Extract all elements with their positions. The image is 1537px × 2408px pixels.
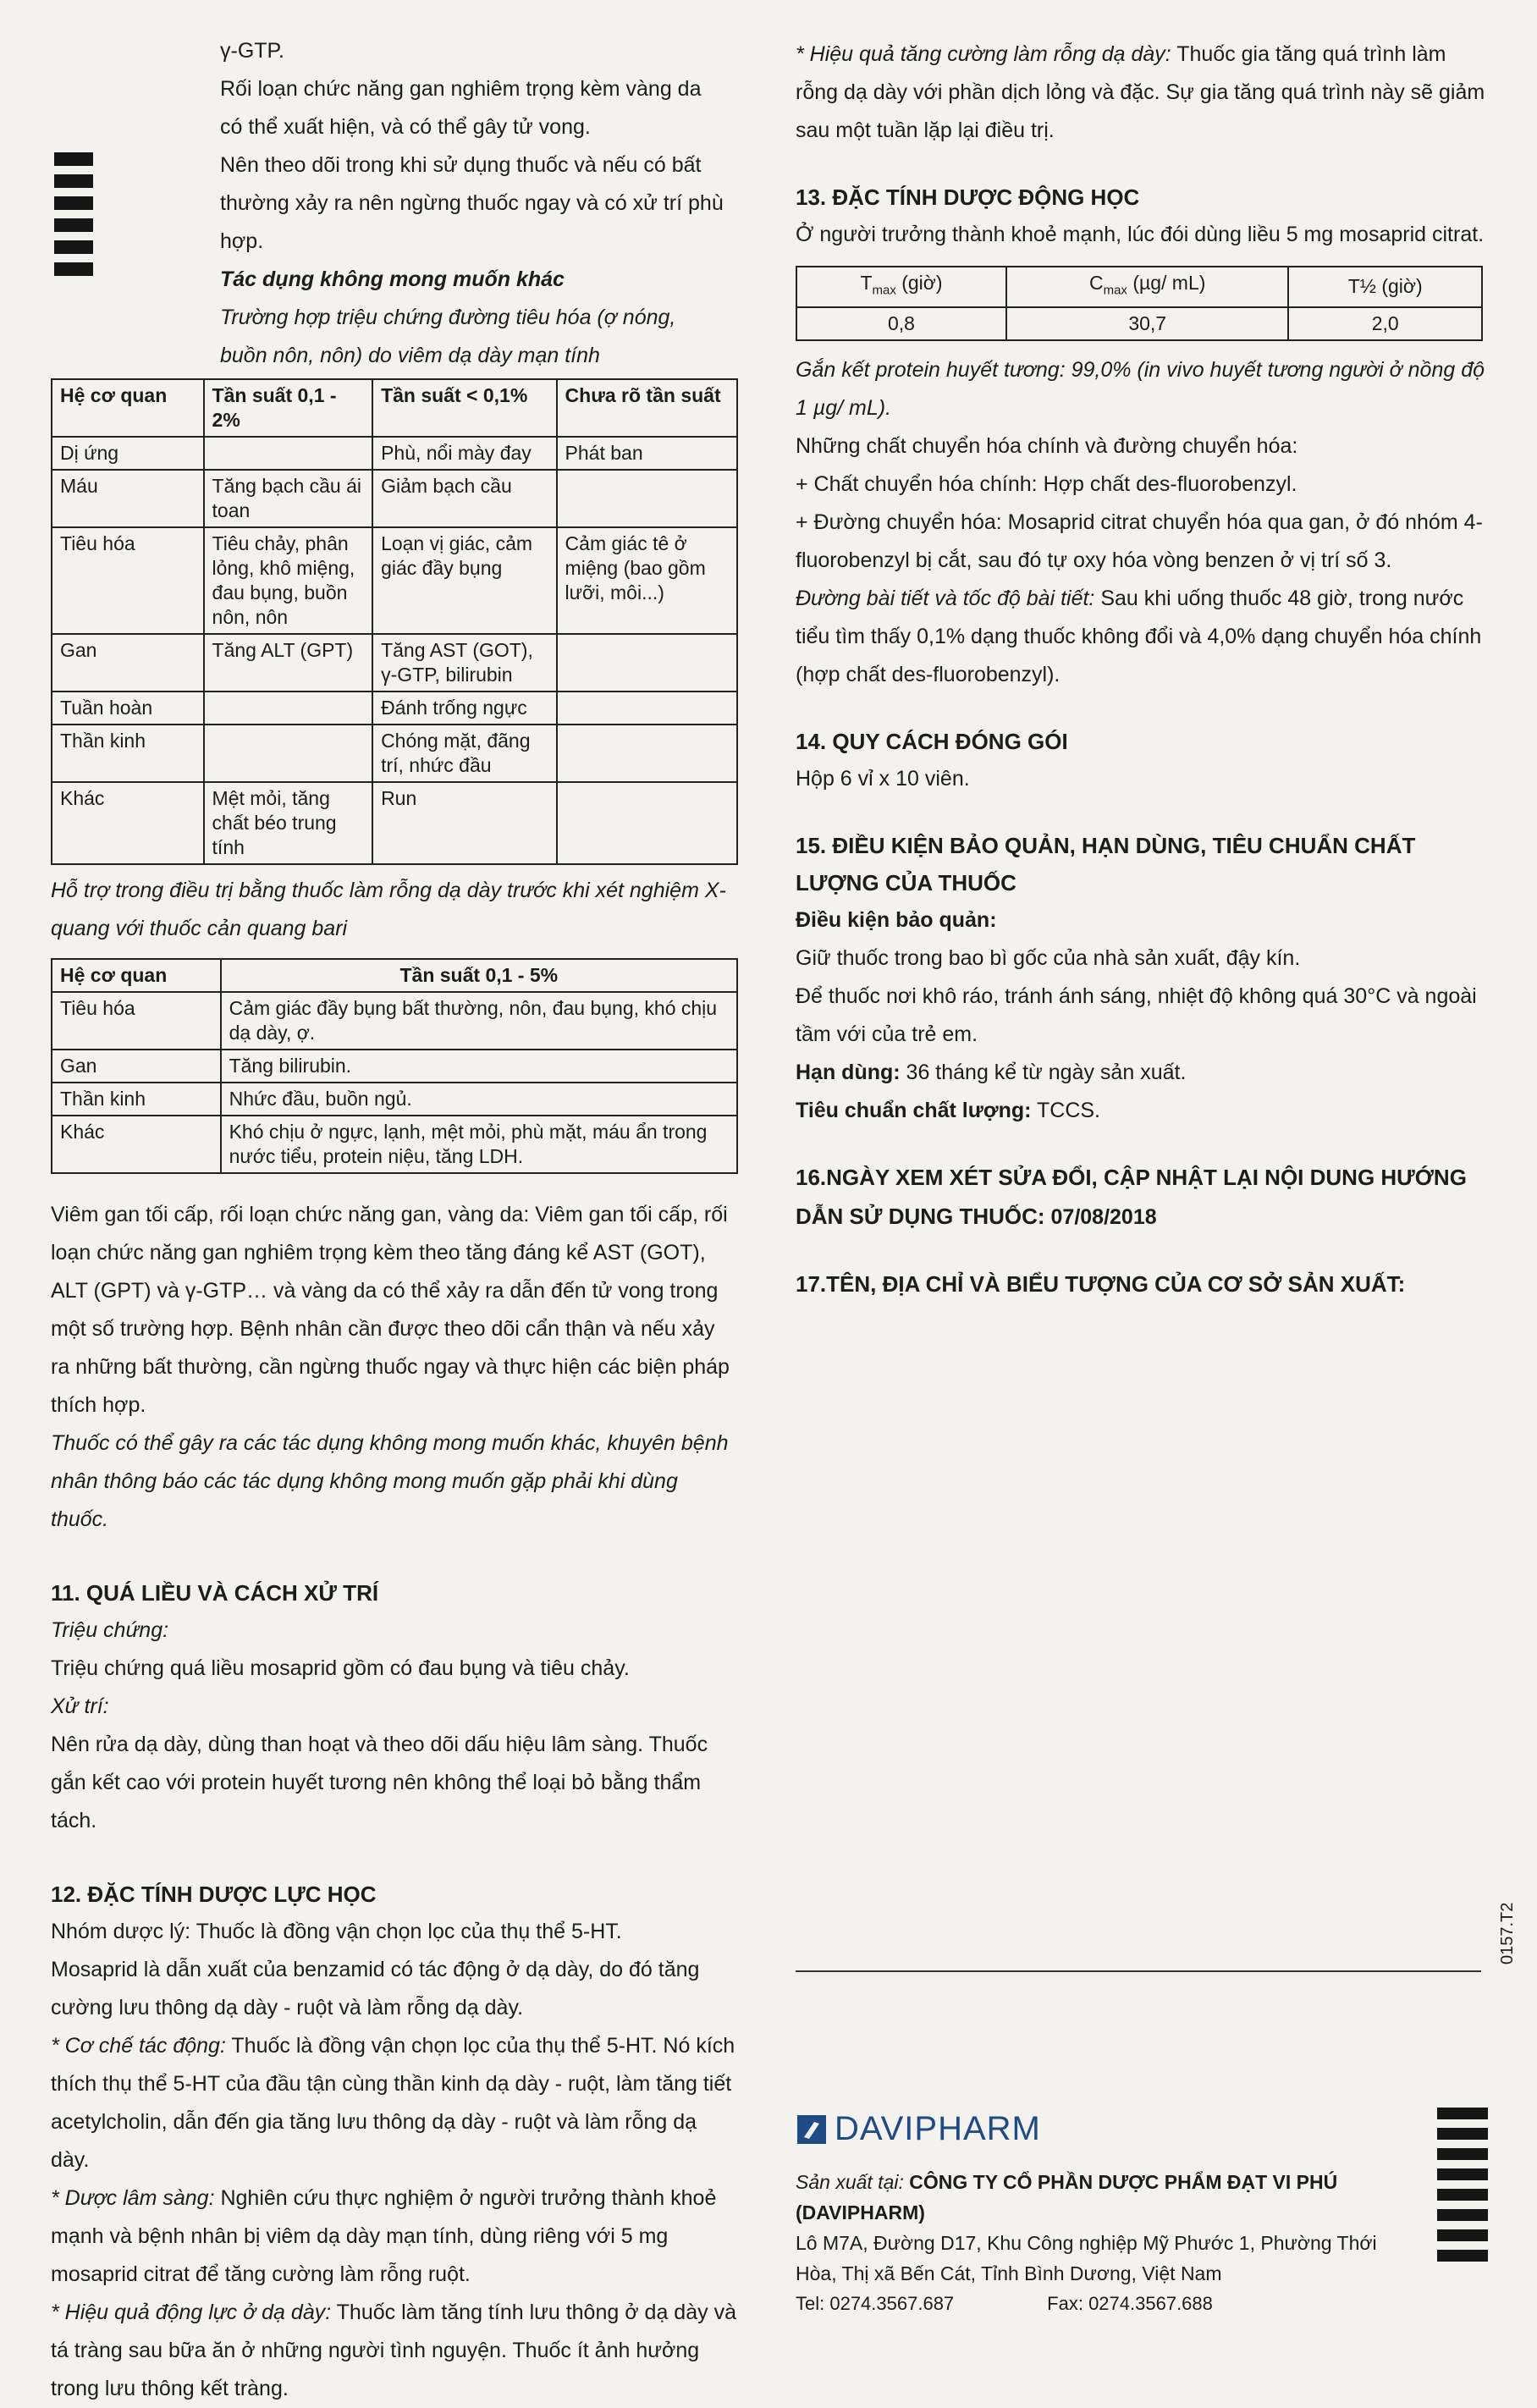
pharmacology-group: Nhóm dược lý: Thuốc là đồng vận chọn lọc của thụ thể 5-HT. [51,1920,622,1943]
storage-line-1: Giữ thuốc trong bao bì gốc của nhà sản xuất, đậy kín. [796,945,1301,970]
table-cell: Tiêu chảy, phân lỏng, khô miệng, đau bụng, buồn nôn, nôn [204,527,373,634]
packaging-text: Hộp 6 vỉ x 10 viên. [796,766,970,791]
table-row [52,470,737,527]
cmax-sub: max [1103,283,1127,298]
table-cell: Cảm giác tê ở miệng (bao gồm lưỡi, môi...) [557,527,737,634]
clinical-paragraph [51,2179,738,2294]
revision-date: 07/08/2018 [1044,1204,1157,1229]
quality-standard-label: Tiêu chuẩn chất lượng: [796,1098,1032,1122]
table-cell: 2,0 [1288,307,1482,340]
storage-label: Điều kiện bảo quản: [796,907,997,932]
emptying-label: * Hiệu quả tăng cường làm rỗng dạ dày: [796,42,1171,66]
document-code [1495,1883,1525,1968]
table-cell: Tăng AST (GOT), γ-GTP, bilirubin [372,634,556,692]
shelf-life [796,1054,1490,1092]
section-15-title: 15. ĐIỀU KIỆN BẢO QUẢN, HẠN DÙNG, TIÊU CHUẨN CHẤT LƯỢNG CỦA THUỐC [796,832,1416,895]
table-header-cell: Tần suất < 0,1% [372,379,556,437]
table-cell: Tuần hoàn [52,692,204,725]
intro-line-3: Nên theo dõi trong khi sử dụng thuốc và nếu có bất thường xảy ra nên ngừng thuốc ngay và có xử trí phù hợp. [220,153,724,253]
shelf-life-label: Hạn dùng: [796,1060,901,1084]
intro-line-2: Rối loạn chức năng gan nghiêm trọng kèm vàng da có thể xuất hiện, và có thể gây tử vong. [220,77,702,139]
table-cell: Thần kinh [52,725,204,782]
manufacturer-label: Sản xuất tại: [796,2171,904,2193]
cmax-letter: C [1088,272,1104,294]
table-cell: Chóng mặt, đãng trí, nhức đầu [372,725,556,782]
table-cell: Đánh trống ngực [372,692,556,725]
table-header-row [796,267,1482,307]
metabolism-main: + Chất chuyển hóa chính: Hợp chất des-fluorobenzyl. [796,471,1297,496]
table-cell [557,725,737,782]
symptom-text: Triệu chứng quá liều mosaprid gồm có đau bụng và tiêu chảy. [51,1656,630,1680]
quality-standard [796,1092,1490,1130]
motility-paragraph [51,2294,738,2408]
table-cell: Tăng ALT (GPT) [204,634,373,692]
tmax-unit: (giờ) [895,272,943,294]
excretion-label: Đường bài tiết và tốc độ bài tiết: [796,586,1095,610]
table-header-cell: Hệ cơ quan [52,379,204,437]
emptying-paragraph [796,36,1490,150]
table-row [52,1083,737,1116]
section-16-title: 16.NGÀY XEM XÉT SỬA ĐỔI, CẬP NHẬT LẠI NỘI DUNG HƯỚNG DẪN SỬ DỤNG THUỐC: [796,1164,1467,1229]
davipharm-logo [797,2110,1041,2148]
table-row [52,1050,737,1083]
table-row [52,437,737,470]
barium-xray-table [51,958,738,1174]
table-cell: Khó chịu ở ngực, lạnh, mệt mỏi, phù mặt, máu ẩn trong nước tiểu, protein niệu, tăng LDH. [221,1116,737,1173]
table-cell: 30,7 [1006,307,1288,340]
table-cell: Run [372,782,556,864]
table-cell: Máu [52,470,204,527]
table-cell: 0,8 [796,307,1006,340]
fax-text: Fax: 0274.3567.688 [1047,2293,1213,2314]
table-row [52,527,737,634]
table-cell [204,725,373,782]
advice-paragraph: Thuốc có thể gây ra các tác dụng không mong muốn khác, khuyên bệnh nhân thông báo các tác dụng không mong muốn gặp phải khi dùng thuốc. [51,1431,729,1531]
table-cell: Thần kinh [52,1083,221,1116]
table-cell: Tiêu hóa [52,992,221,1050]
metabolism-intro: Những chất chuyển hóa chính và đường chuyển hóa: [796,433,1298,458]
symptom-label: Triệu chứng: [51,1618,169,1642]
table-header-cell: T½ (giờ) [1288,267,1482,307]
table-cell: Mệt mỏi, tăng chất béo trung tính [204,782,373,864]
table-cell [557,692,737,725]
tmax-sub: max [872,283,896,298]
table-cell: Gan [52,1050,221,1083]
table-cell: Gan [52,634,204,692]
table-cell [204,437,373,470]
storage-line-2: Để thuốc nơi khô ráo, tránh ánh sáng, nhiệt độ không quá 30°C và ngoài tầm với của trẻ em. [796,984,1477,1046]
section-17-title: 17.TÊN, ĐỊA CHỈ VÀ BIỂU TƯỢNG CỦA CƠ SỞ SẢN XUẤT: [796,1270,1406,1297]
table-cell: Tăng bilirubin. [221,1050,737,1083]
motility-text: Thuốc làm tăng tính lưu thông ở dạ dày và tá tràng sau bữa ăn ở những người tình nguyện. Thuốc ít ảnh hưởng trong lưu thông kết tràng. [51,2301,736,2400]
mechanism-paragraph [51,2027,738,2179]
protein-binding-paragraph [796,351,1490,427]
davipharm-logo-mark-icon [797,2115,826,2144]
table-row [52,992,737,1050]
table2-caption: Hỗ trợ trong điều trị bằng thuốc làm rỗng dạ dày trước khi xét nghiệm X-quang với thuốc cản quang bari [51,879,726,940]
shelf-life-text: 36 tháng kể từ ngày sản xuất. [900,1060,1187,1084]
table-header-cell [796,267,1006,307]
pharmacology-desc: Mosaprid là dẫn xuất của benzamid có tác động ở dạ dày, do đó tăng cường lưu thông dạ dày - ruột và làm rỗng dạ dày. [51,1958,700,2020]
treatment-label: Xử trí: [51,1694,109,1718]
divider-line [796,1970,1481,1972]
table-cell: Tăng bạch cầu ái toan [204,470,373,527]
table-header-cell: Hệ cơ quan [52,959,221,992]
pk-intro: Ở người trưởng thành khoẻ mạnh, lúc đói dùng liều 5 mg mosaprid citrat. [796,223,1485,246]
table-header-cell: Tần suất 0,1 - 5% [221,959,737,992]
quality-standard-text: TCCS. [1031,1098,1100,1122]
left-column [51,0,738,2408]
clinical-label: * Dược lâm sàng: [51,2186,215,2210]
manufacturer-block [796,2167,1422,2319]
table-cell [557,782,737,864]
table-header-row [52,379,737,437]
table-cell: Phát ban [557,437,737,470]
protein-binding-text: 99,0% (in vivo huyết tương người ở nồng độ 1 µg/ mL). [796,357,1485,420]
contact-line [796,2289,1422,2319]
section-16 [796,1159,1490,1237]
table-header-row [52,959,737,992]
protein-binding-label: Gắn kết protein huyết tương: [796,357,1066,382]
cmax-unit: (µg/ mL) [1127,272,1206,294]
tmax-letter: T [860,272,873,294]
table-cell [557,634,737,692]
motility-label: * Hiệu quả động lực ở dạ dày: [51,2301,332,2324]
pharmacokinetics-table [796,266,1483,341]
hepatitis-paragraph: Viêm gan tối cấp, rối loạn chức năng gan, vàng da: Viêm gan tối cấp, rối loạn chức năng gan nghiêm trọng kèm theo tăng đáng kể AST (GOT), ALT (GPT) và γ-GTP… và vàng da có thể xảy ra dẫn đến tử vong trong một số trường hợp. Bệnh nhân cần được theo dõi cẩn thận và nếu xảy ra những bất thường, cần ngừng thuốc ngay và thực hiện các biện pháp thích hợp. [51,1203,730,1417]
adverse-caption: Trường hợp triệu chứng đường tiêu hóa (ợ nóng, buồn nôn, nôn) do viêm dạ dày mạn tính [220,306,676,367]
table-row [796,307,1482,340]
table-cell: Khác [52,1116,221,1173]
table-cell [204,692,373,725]
treatment-text: Nên rửa dạ dày, dùng than hoạt và theo dõi dấu hiệu lâm sàng. Thuốc gắn kết cao với protein huyết tương nên không thể loại bỏ bằng thẩm tách. [51,1733,708,1832]
table-header-cell [1006,267,1288,307]
tel-text: Tel: 0274.3567.687 [796,2293,955,2314]
table-cell: Cảm giác đầy bụng bất thường, nôn, đau bụng, khó chịu dạ dày, ợ. [221,992,737,1050]
section-14-title: 14. QUY CÁCH ĐÓNG GÓI [796,728,1068,754]
excretion-paragraph [796,580,1490,694]
mechanism-text: Thuốc là đồng vận chọn lọc của thụ thể 5-HT. Nó kích thích thụ thể 5-HT của đầu tận cùng thần kinh dạ dày - ruột, làm tăng tiết acetylcholin, dẫn đến gia tăng lưu thông dạ dày - ruột và làm rỗng dạ dày. [51,2034,735,2172]
table-header-cell: Tần suất 0,1 - 2% [204,379,373,437]
table-cell: Nhức đầu, buồn ngủ. [221,1083,737,1116]
table-cell: Tiêu hóa [52,527,204,634]
table-row [52,634,737,692]
barcode-bars-right [1437,2108,1488,2262]
table-row [52,692,737,725]
section-11-title: 11. QUÁ LIỀU VÀ CÁCH XỬ TRÍ [51,1580,379,1606]
adverse-heading: Tác dụng không mong muốn khác [220,267,565,291]
table-cell: Loạn vị giác, cảm giác đầy bụng [372,527,556,634]
table-cell: Khác [52,782,204,864]
table-cell: Giảm bạch cầu [372,470,556,527]
manufacturer-line [796,2167,1422,2228]
table-row [52,782,737,864]
intro-line-1: γ-GTP. [220,39,284,63]
clinical-text: Nghiên cứu thực nghiệm ở người trưởng thành khoẻ mạnh và bệnh nhân bị viêm dạ dày mạn tính, dùng riêng với 5 mg mosaprid citrat để tăng cường làm rỗng ruột. [51,2186,717,2286]
section-12-title: 12. ĐẶC TÍNH DƯỢC LỰC HỌC [51,1882,377,1907]
table-row [52,1116,737,1173]
table-cell [557,470,737,527]
document-code-text: 0157.T2 [1498,1902,1517,1964]
right-column [796,0,1490,1303]
emptying-text: Thuốc gia tăng quá trình làm rỗng dạ dày với phần dịch lỏng và đặc. Sự gia tăng quá trình này sẽ giảm sau một tuần lặp lại điều trị. [796,42,1485,142]
manufacturer-address: Lô M7A, Đường D17, Khu Công nghiệp Mỹ Phước 1, Phường Thới Hòa, Thị xã Bến Cát, Tỉnh Bình Dương, Việt Nam [796,2232,1377,2284]
table-cell: Dị ứng [52,437,204,470]
table-cell: Phù, nổi mày đay [372,437,556,470]
adverse-effects-table [51,378,738,865]
davipharm-logo-text: DAVIPHARM [835,2110,1041,2147]
section-13-title: 13. ĐẶC TÍNH DƯỢC ĐỘNG HỌC [796,185,1140,210]
manufacturer-name: CÔNG TY CỔ PHẦN DƯỢC PHẨM ĐẠT VI PHÚ (DAVIPHARM) [796,2171,1338,2223]
metabolism-route: + Đường chuyển hóa: Mosaprid citrat chuyển hóa qua gan, ở đó nhóm 4-fluorobenzyl bị cắt, sau đó tự oxy hóa vòng benzen ở vị trí số 3. [796,510,1483,572]
mechanism-label: * Cơ chế tác động: [51,2034,226,2058]
table-row [52,725,737,782]
table-header-cell: Chưa rõ tần suất [557,379,737,437]
excretion-text: Sau khi uống thuốc 48 giờ, trong nước tiểu tìm thấy 0,1% dạng thuốc không đổi và 4,0% dạng chuyển hóa chính (hợp chất des-fluorobenzyl). [796,586,1482,686]
